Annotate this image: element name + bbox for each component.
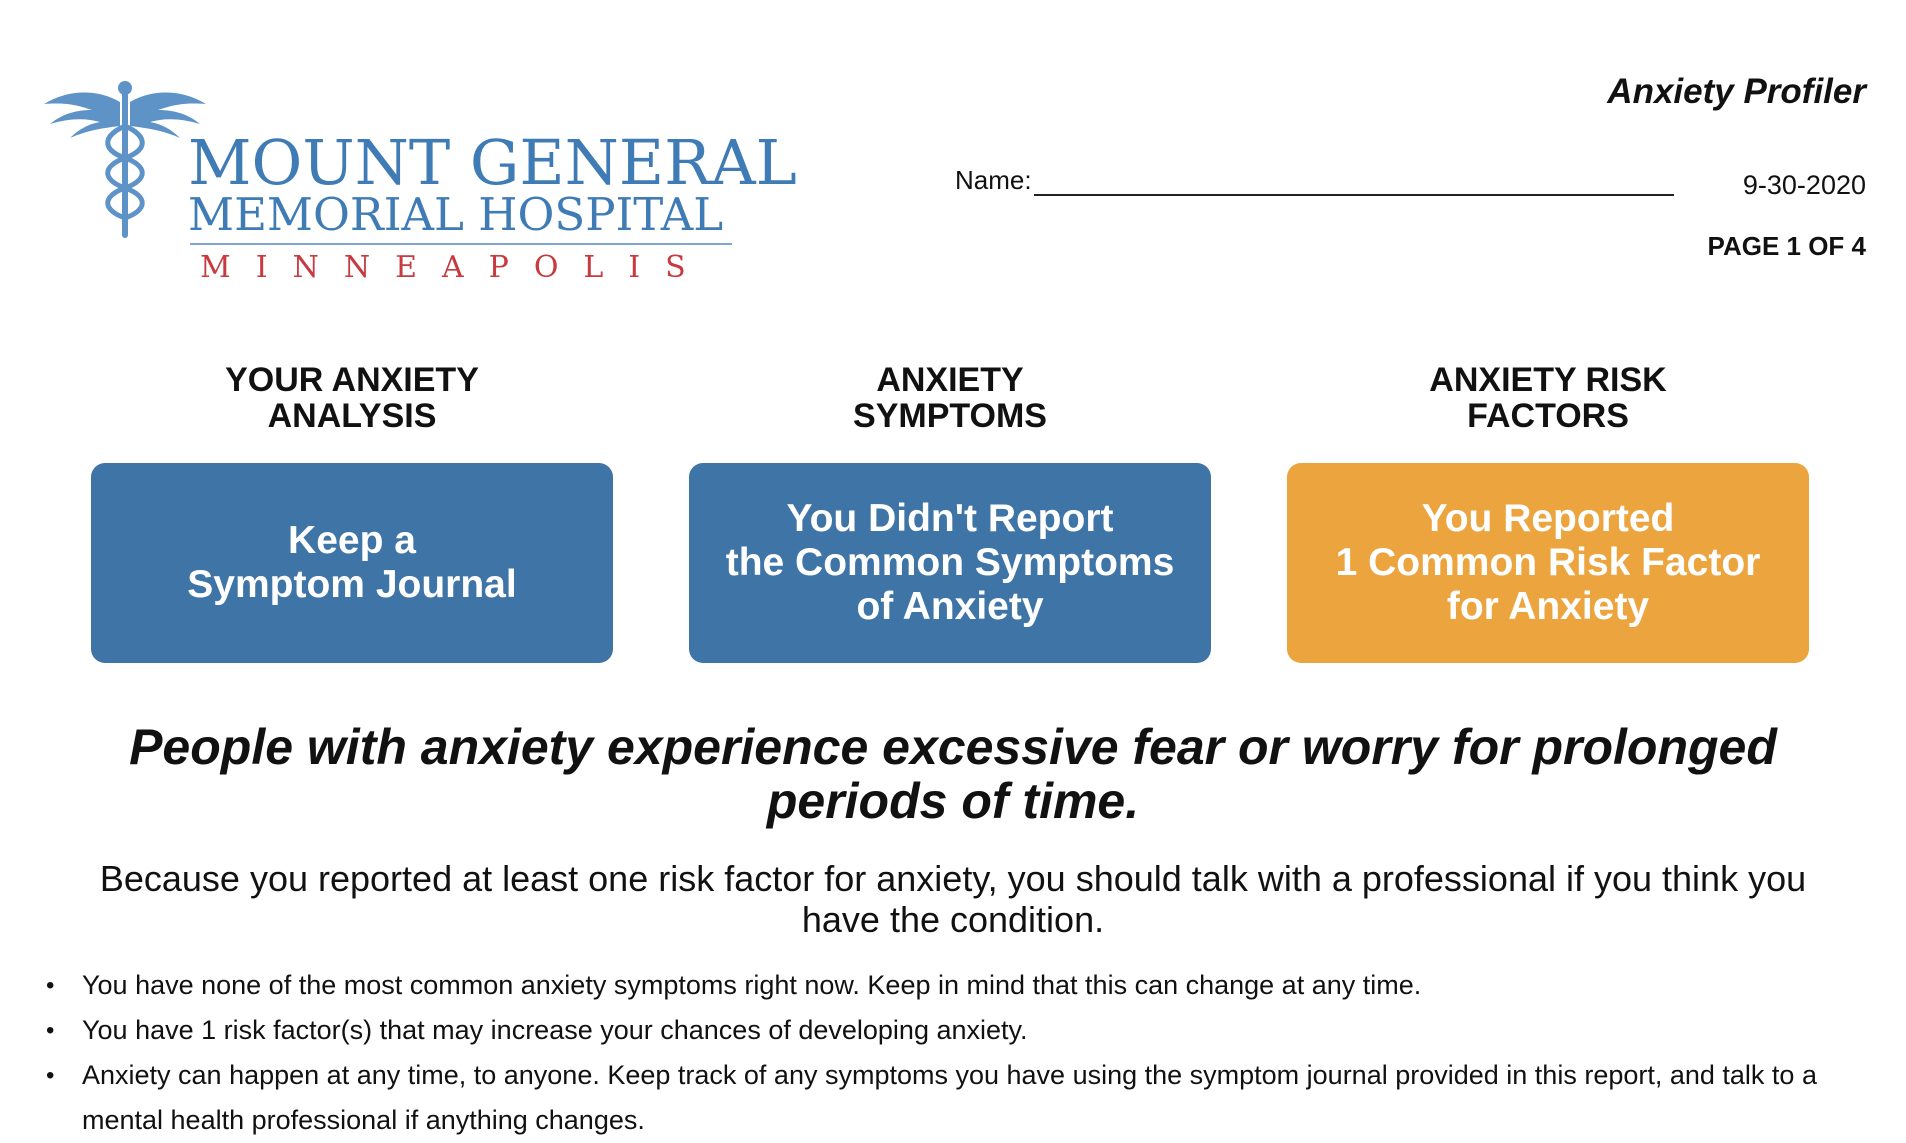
logo-name-line1: MOUNT GENERAL: [188, 126, 797, 199]
logo-name-line2: MEMORIAL HOSPITAL: [188, 188, 724, 241]
document-title: Anxiety Profiler: [1607, 72, 1866, 111]
name-field[interactable]: [955, 164, 1674, 196]
card-anxiety-symptoms: [689, 362, 1211, 663]
name-label: Name:: [955, 165, 1032, 195]
page-indicator: PAGE 1 OF 4: [1707, 231, 1866, 261]
card-heading: ANXIETY RISK FACTORS: [1429, 361, 1667, 435]
card-anxiety-risk-factors: [1287, 362, 1809, 663]
card-result-box: Keep a Symptom Journal: [91, 463, 613, 663]
name-input-line[interactable]: [1034, 164, 1674, 196]
bullet-icon: •: [46, 972, 55, 999]
bullet-icon: •: [46, 1017, 55, 1044]
list-item-text: You have 1 risk factor(s) that may increase your chances of developing anxiety.: [82, 1015, 1028, 1045]
card-heading: ANXIETY SYMPTOMS: [853, 361, 1047, 435]
headline: People with anxiety experience excessive fear or worry for prolonged periods of time.: [129, 719, 1777, 829]
list-item-text: Anxiety can happen at any time, to anyone. Keep track of any symptoms you have using the symptom journal provided in this report, and talk to a mental health professional if anything changes.: [82, 1060, 1817, 1135]
list-item: [40, 963, 1870, 1008]
list-item-text: You have none of the most common anxiety symptoms right now. Keep in mind that this can change at any time.: [82, 970, 1422, 1000]
card-result-box: You Reported 1 Common Risk Factor for Anxiety: [1287, 463, 1809, 663]
card-anxiety-analysis: [91, 362, 613, 663]
logo-divider: [190, 243, 732, 245]
bullet-icon: •: [46, 1062, 55, 1089]
bullet-list: [40, 963, 1870, 1143]
logo-city: MINNEAPOLIS: [200, 250, 711, 285]
hospital-logo: [40, 80, 797, 290]
list-item: [40, 1053, 1870, 1143]
summary-text: Because you reported at least one risk factor for anxiety, you should talk with a professional if you think you have the condition.: [99, 858, 1807, 940]
caduceus-icon: [40, 80, 210, 240]
card-heading: YOUR ANXIETY ANALYSIS: [225, 361, 479, 435]
report-date: 9-30-2020: [1742, 170, 1866, 200]
list-item: [40, 1008, 1870, 1053]
card-result-box: You Didn't Report the Common Symptoms of Anxiety: [689, 463, 1211, 663]
